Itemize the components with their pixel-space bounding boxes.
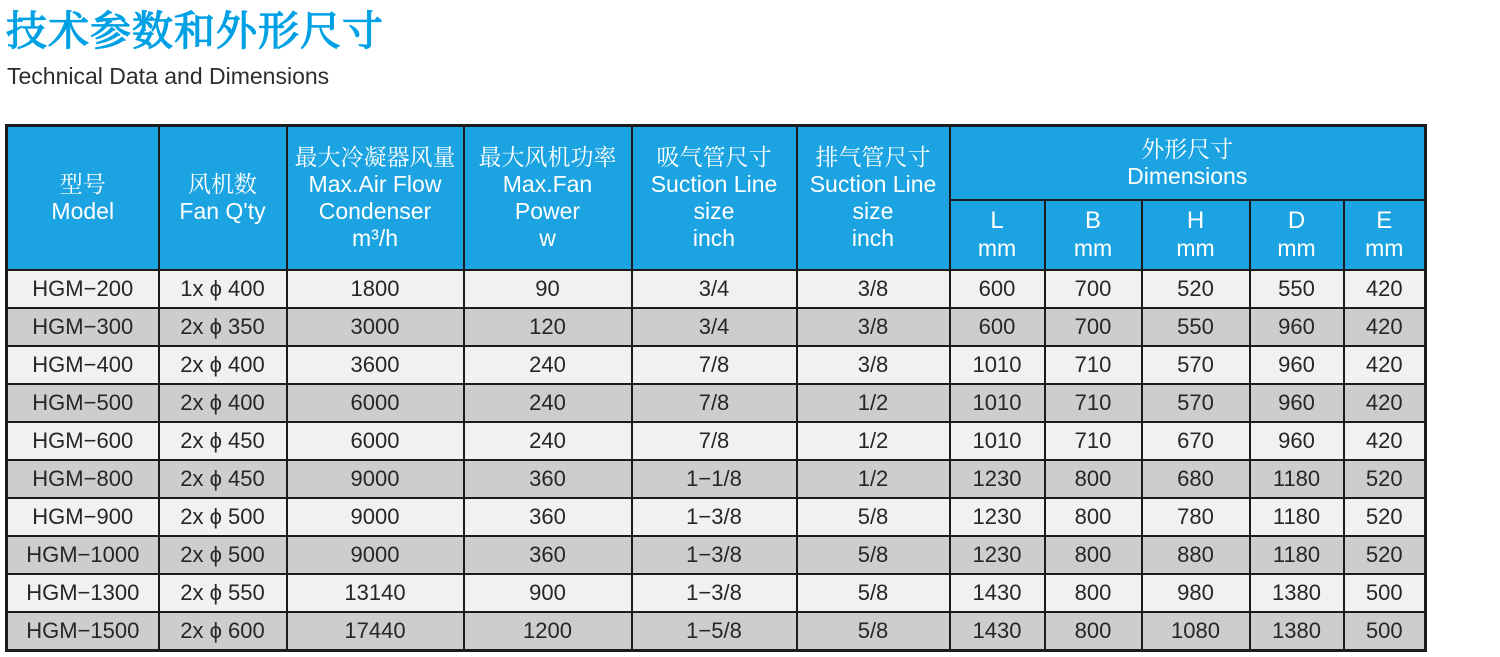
table-row [7, 536, 1426, 574]
table-row [7, 460, 1426, 498]
cell-model: HGM−500 [7, 384, 159, 422]
header-line-unit: mm [1073, 235, 1113, 261]
cell-discharge-line-size: 3/8 [797, 270, 950, 308]
col-header-max-air-flow [287, 126, 464, 270]
technical-data-table [5, 124, 1427, 652]
col-header-model [7, 126, 159, 270]
cell-max-fan-power: 120 [464, 308, 632, 346]
cell-dim-h: 980 [1142, 574, 1250, 612]
cell-max-air-flow: 9000 [287, 460, 464, 498]
cell-fan-qty: 2x ϕ 450 [159, 422, 287, 460]
cell-discharge-line-size: 3/8 [797, 308, 950, 346]
cell-dim-d: 550 [1250, 270, 1344, 308]
header-line-en: Fan Q'ty [179, 197, 266, 224]
cell-discharge-line-size: 5/8 [797, 612, 950, 651]
cell-suction-line-size: 3/4 [632, 308, 797, 346]
cell-max-air-flow: 6000 [287, 422, 464, 460]
cell-dim-b: 710 [1045, 384, 1142, 422]
cell-suction-line-size: 3/4 [632, 270, 797, 308]
cell-fan-qty: 2x ϕ 600 [159, 612, 287, 651]
header-line-en: size [852, 197, 894, 224]
header-line-letter: D [1287, 207, 1306, 234]
cell-dim-e: 500 [1344, 574, 1426, 612]
col-header-dim-l [950, 200, 1045, 270]
cell-model: HGM−300 [7, 308, 159, 346]
cell-dim-l: 1010 [950, 384, 1045, 422]
cell-fan-qty: 2x ϕ 400 [159, 346, 287, 384]
cell-dim-e: 420 [1344, 346, 1426, 384]
col-header-discharge-line-size [797, 126, 950, 270]
header-line-zh: 型号 [59, 170, 106, 197]
header-line-zh: 排气管尺寸 [815, 143, 931, 170]
cell-dim-d: 1180 [1250, 460, 1344, 498]
cell-dim-d: 1380 [1250, 574, 1344, 612]
header-line-unit: mm [1365, 235, 1404, 261]
header-line-letter: B [1084, 207, 1101, 234]
cell-dim-b: 800 [1045, 612, 1142, 651]
col-header-max-fan-power [464, 126, 632, 270]
cell-discharge-line-size: 1/2 [797, 460, 950, 498]
table-row [7, 422, 1426, 460]
cell-model: HGM−800 [7, 460, 159, 498]
cell-dim-b: 800 [1045, 574, 1142, 612]
header-line-letter: E [1376, 207, 1393, 234]
cell-dim-d: 1180 [1250, 498, 1344, 536]
cell-suction-line-size: 7/8 [632, 346, 797, 384]
header-line-unit: inch [851, 224, 895, 251]
cell-dim-l: 1010 [950, 346, 1045, 384]
cell-fan-qty: 2x ϕ 500 [159, 498, 287, 536]
cell-model: HGM−1300 [7, 574, 159, 612]
cell-dim-l: 1230 [950, 498, 1045, 536]
col-header-dim-b [1045, 200, 1142, 270]
header-line-en: Max.Air Flow [308, 170, 442, 197]
table-row [7, 498, 1426, 536]
header-line-zh: 吸气管尺寸 [656, 143, 772, 170]
cell-dim-d: 960 [1250, 384, 1344, 422]
cell-discharge-line-size: 5/8 [797, 536, 950, 574]
cell-dim-h: 520 [1142, 270, 1250, 308]
cell-suction-line-size: 1−1/8 [632, 460, 797, 498]
cell-max-air-flow: 9000 [287, 536, 464, 574]
cell-max-fan-power: 240 [464, 346, 632, 384]
header-line-en: Condenser [318, 197, 432, 224]
cell-dim-l: 600 [950, 308, 1045, 346]
header-line-letter: H [1186, 207, 1205, 234]
cell-dim-l: 1430 [950, 574, 1045, 612]
cell-discharge-line-size: 5/8 [797, 574, 950, 612]
cell-dim-h: 1080 [1142, 612, 1250, 651]
cell-dim-d: 960 [1250, 422, 1344, 460]
cell-suction-line-size: 1−3/8 [632, 536, 797, 574]
cell-suction-line-size: 7/8 [632, 384, 797, 422]
header-line-unit: inch [692, 224, 736, 251]
table-row [7, 346, 1426, 384]
header-line-en: Max.Fan [502, 170, 593, 197]
table-row [7, 308, 1426, 346]
header-line-unit: mm [1176, 235, 1215, 261]
table-row [7, 612, 1426, 651]
cell-model: HGM−1000 [7, 536, 159, 574]
cell-fan-qty: 2x ϕ 400 [159, 384, 287, 422]
cell-max-air-flow: 9000 [287, 498, 464, 536]
cell-dim-l: 600 [950, 270, 1045, 308]
cell-max-fan-power: 900 [464, 574, 632, 612]
cell-dim-b: 700 [1045, 308, 1142, 346]
col-header-dim-h [1142, 200, 1250, 270]
cell-dim-d: 960 [1250, 308, 1344, 346]
page-subtitle: Technical Data and Dimensions [7, 63, 330, 89]
cell-dim-e: 420 [1344, 422, 1426, 460]
cell-dim-d: 1380 [1250, 612, 1344, 651]
cell-model: HGM−600 [7, 422, 159, 460]
col-header-fan-qty [159, 126, 287, 270]
header-line-zh: 风机数 [188, 170, 257, 197]
cell-dim-b: 800 [1045, 536, 1142, 574]
col-header-dim-e [1344, 200, 1426, 270]
cell-max-air-flow: 13140 [287, 574, 464, 612]
header-line-en: Power [514, 197, 581, 224]
header-line-en: Suction Line [650, 170, 778, 197]
cell-fan-qty: 2x ϕ 450 [159, 460, 287, 498]
header-line-zh: 最大风机功率 [478, 143, 617, 170]
cell-fan-qty: 1x ϕ 400 [159, 270, 287, 308]
cell-dim-e: 520 [1344, 460, 1426, 498]
cell-max-fan-power: 240 [464, 422, 632, 460]
cell-dim-b: 710 [1045, 346, 1142, 384]
cell-dim-e: 520 [1344, 498, 1426, 536]
header-line-unit: mm [977, 235, 1017, 261]
cell-discharge-line-size: 3/8 [797, 346, 950, 384]
col-header-dim-d [1250, 200, 1344, 270]
cell-dim-h: 570 [1142, 346, 1250, 384]
cell-dim-e: 420 [1344, 384, 1426, 422]
cell-max-air-flow: 1800 [287, 270, 464, 308]
cell-discharge-line-size: 1/2 [797, 422, 950, 460]
cell-dim-h: 880 [1142, 536, 1250, 574]
cell-max-air-flow: 3000 [287, 308, 464, 346]
cell-max-fan-power: 1200 [464, 612, 632, 651]
cell-dim-b: 800 [1045, 460, 1142, 498]
cell-dim-e: 500 [1344, 612, 1426, 651]
header-line-zh: 外形尺寸 [1141, 135, 1234, 162]
header-line-en: Dimensions [1127, 162, 1248, 189]
cell-max-fan-power: 90 [464, 270, 632, 308]
cell-dim-l: 1230 [950, 536, 1045, 574]
cell-dim-l: 1230 [950, 460, 1045, 498]
table-row [7, 384, 1426, 422]
table-row [7, 270, 1426, 308]
cell-dim-d: 1180 [1250, 536, 1344, 574]
header-line-letter: L [990, 207, 1004, 234]
cell-dim-b: 710 [1045, 422, 1142, 460]
cell-dim-l: 1010 [950, 422, 1045, 460]
cell-dim-d: 960 [1250, 346, 1344, 384]
cell-dim-h: 680 [1142, 460, 1250, 498]
cell-max-fan-power: 360 [464, 498, 632, 536]
cell-max-air-flow: 6000 [287, 384, 464, 422]
cell-model: HGM−200 [7, 270, 159, 308]
header-line-unit: w [539, 224, 556, 251]
cell-model: HGM−1500 [7, 612, 159, 651]
cell-fan-qty: 2x ϕ 500 [159, 536, 287, 574]
cell-dim-b: 800 [1045, 498, 1142, 536]
cell-max-air-flow: 17440 [287, 612, 464, 651]
cell-suction-line-size: 7/8 [632, 422, 797, 460]
cell-max-air-flow: 3600 [287, 346, 464, 384]
col-header-suction-line-size [632, 126, 797, 270]
cell-dim-h: 570 [1142, 384, 1250, 422]
cell-suction-line-size: 1−3/8 [632, 498, 797, 536]
col-group-dimensions [950, 126, 1426, 200]
cell-dim-h: 780 [1142, 498, 1250, 536]
cell-suction-line-size: 1−5/8 [632, 612, 797, 651]
cell-discharge-line-size: 1/2 [797, 384, 950, 422]
cell-fan-qty: 2x ϕ 550 [159, 574, 287, 612]
header-line-unit: mm [1277, 235, 1316, 261]
cell-suction-line-size: 1−3/8 [632, 574, 797, 612]
header-line-zh: 最大冷凝器风量 [294, 143, 456, 170]
cell-max-fan-power: 360 [464, 460, 632, 498]
header-line-en: Suction Line [809, 170, 937, 197]
cell-dim-e: 420 [1344, 270, 1426, 308]
cell-dim-b: 700 [1045, 270, 1142, 308]
cell-max-fan-power: 360 [464, 536, 632, 574]
cell-dim-h: 670 [1142, 422, 1250, 460]
cell-model: HGM−400 [7, 346, 159, 384]
cell-model: HGM−900 [7, 498, 159, 536]
header-line-en: Model [51, 197, 115, 224]
cell-dim-l: 1430 [950, 612, 1045, 651]
cell-dim-h: 550 [1142, 308, 1250, 346]
cell-fan-qty: 2x ϕ 350 [159, 308, 287, 346]
cell-dim-e: 520 [1344, 536, 1426, 574]
header-line-en: size [693, 197, 735, 224]
header-line-unit: m³/h [352, 224, 398, 251]
table-row [7, 574, 1426, 612]
cell-dim-e: 420 [1344, 308, 1426, 346]
cell-max-fan-power: 240 [464, 384, 632, 422]
page-title: 技术参数和外形尺寸 [6, 8, 384, 54]
cell-discharge-line-size: 5/8 [797, 498, 950, 536]
